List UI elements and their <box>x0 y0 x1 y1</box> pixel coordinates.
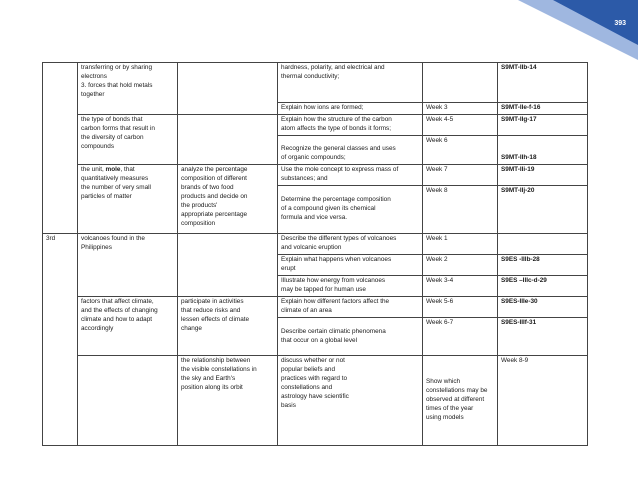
competency-cell: Determine the percentage composition of a compound given its chemical formula and vice versa. <box>278 186 423 234</box>
quarter-cell <box>43 63 78 234</box>
table-row <box>43 63 588 103</box>
page-number: 393 <box>614 20 626 27</box>
code-cell: S9ES-IIIe-30 <box>498 297 588 318</box>
week-cell: Week 3 <box>423 103 498 115</box>
code-cell: S9MT-IIe-f-16 <box>498 103 588 115</box>
performance-cell <box>178 63 278 115</box>
performance-cell: discuss whether or not popular beliefs and practices with regard to constellations and astrology have scientific basis <box>278 356 423 446</box>
table-row <box>43 165 588 186</box>
quarter-cell <box>78 356 178 446</box>
table-row <box>43 297 588 318</box>
code-cell: S9MT-IIi-19 <box>498 165 588 186</box>
content-cell: volcanoes found in the Philippines <box>78 234 178 297</box>
week-cell: Week 7 <box>423 165 498 186</box>
table-row <box>43 115 588 136</box>
competency-cell: Explain how the structure of the carbon atom affects the type of bonds it forms; <box>278 115 423 136</box>
code-cell: S9ES -IIIb-28 <box>498 255 588 276</box>
code-cell: S9MT-IIh-18 <box>498 136 588 165</box>
content-cell: factors that affect climate, and the effects of changing climate and how to adapt accordingly <box>78 297 178 356</box>
content-cell: transferring or by sharing electrons 3. forces that hold metals together <box>78 63 178 115</box>
code-cell: S9MT-IIj-20 <box>498 186 588 234</box>
performance-cell <box>178 234 278 297</box>
competency-cell: hardness, polarity, and electrical and thermal conductivity; <box>278 63 423 103</box>
performance-cell: analyze the percentage composition of different brands of two food products and decide on the products' appropriate percentage composition <box>178 165 278 234</box>
quarter-cell: 3rd <box>43 234 78 446</box>
competency-cell: Describe the different types of volcanoes and volcanic eruption <box>278 234 423 255</box>
content-cell: the relationship between the visible constellations in the sky and Earth's position along its orbit <box>178 356 278 446</box>
code-cell: S9ES –IIIc-d-29 <box>498 276 588 297</box>
code-cell: S9ES-IIIf-31 <box>498 318 588 356</box>
week-cell: Week 6 <box>423 136 498 165</box>
week-cell: Week 5-6 <box>423 297 498 318</box>
competency-cell: Illustrate how energy from volcanoes may be tapped for human use <box>278 276 423 297</box>
content-cell: the unit, mole, that quantitatively measures the number of very small particles of matter <box>78 165 178 234</box>
performance-cell: participate in activities that reduce risks and lessen effects of climate change <box>178 297 278 356</box>
competency-cell: Explain how different factors affect the climate of an area <box>278 297 423 318</box>
competency-cell: Use the mole concept to express mass of substances; and <box>278 165 423 186</box>
curriculum-table <box>42 62 588 446</box>
table-row <box>43 356 588 446</box>
competency-cell: Explain what happens when volcanoes erupt <box>278 255 423 276</box>
week-cell: Week 4-5 <box>423 115 498 136</box>
competency-cell: Describe certain climatic phenomena that occur on a global level <box>278 318 423 356</box>
performance-cell <box>178 115 278 165</box>
week-cell: Week 8-9 <box>498 356 588 446</box>
competency-cell: Recognize the general classes and uses of organic compounds; <box>278 136 423 165</box>
code-cell <box>498 234 588 255</box>
week-cell: Week 1 <box>423 234 498 255</box>
corner-decoration <box>478 0 638 70</box>
competency-cell: Show which constellations may be observed at different times of the year using models <box>423 356 498 446</box>
week-cell <box>423 63 498 103</box>
competency-cell: Explain how ions are formed; <box>278 103 423 115</box>
table-row <box>43 234 588 255</box>
week-cell: Week 8 <box>423 186 498 234</box>
week-cell: Week 3-4 <box>423 276 498 297</box>
content-cell: the type of bonds that carbon forms that result in the diversity of carbon compounds <box>78 115 178 165</box>
week-cell: Week 6-7 <box>423 318 498 356</box>
code-cell: S9MT-IIg-17 <box>498 115 588 136</box>
week-cell: Week 2 <box>423 255 498 276</box>
code-cell: S9MT-IIb-14 <box>498 63 588 103</box>
